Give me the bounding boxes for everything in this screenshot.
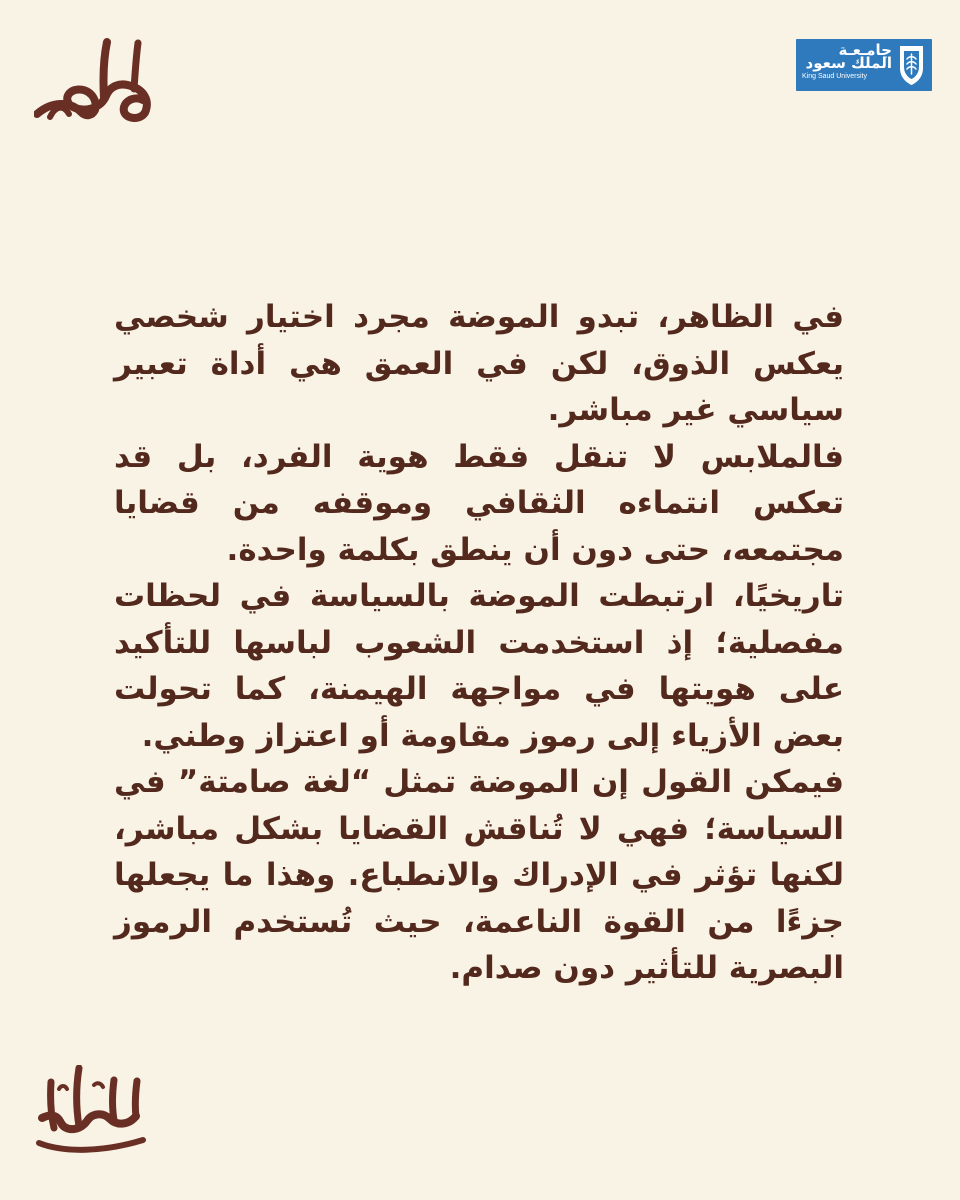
madar-logo bbox=[34, 38, 160, 124]
university-arabic-top: جامـعـة bbox=[838, 41, 892, 59]
article-paragraph-3: تاريخيًا، ارتبطت الموضة بالسياسة في لحظات مفصلية؛ إذ استخدمت الشعوب لباسها للتأكيد على هويتها في مواجهة الهيمنة، كما تحولت بعض الأزياء إلى رموز مقاومة أو اعتزاز وطني. bbox=[114, 578, 844, 754]
article-body bbox=[114, 294, 844, 992]
article-paragraph-1: في الظاهر، تبدو الموضة مجرد اختيار شخصي يعكس الذوق، لكن في العمق هي أداة تعبير سياسي غير مباشر. bbox=[114, 299, 844, 428]
university-arabic-name: الملك سعود bbox=[805, 54, 892, 72]
university-english-name: King Saud University bbox=[802, 73, 867, 80]
faint-header-note bbox=[818, 96, 930, 120]
emblem-icon bbox=[896, 44, 927, 86]
article-paragraph-2: فالملابس لا تنقل فقط هوية الفرد، بل قد تعكس انتماءه الثقافي وموقفه من قضايا مجتمعه، حتى دون أن ينطق بكلمة واحدة. bbox=[114, 438, 844, 568]
article-paragraph-4: فيمكن القول إن الموضة تمثل “لغة صامتة” في السياسة؛ فهي لا تُناقش القضايا بشكل مباشر، لكنها تؤثر في الإدراك والانطباع. وهذا ما يجعلها جزءًا من القوة الناعمة، حيث تُستخدم الرموز البصرية للتأثير دون صدام. bbox=[114, 764, 844, 986]
liwasal-logo bbox=[31, 1065, 151, 1155]
university-logo bbox=[796, 39, 932, 91]
